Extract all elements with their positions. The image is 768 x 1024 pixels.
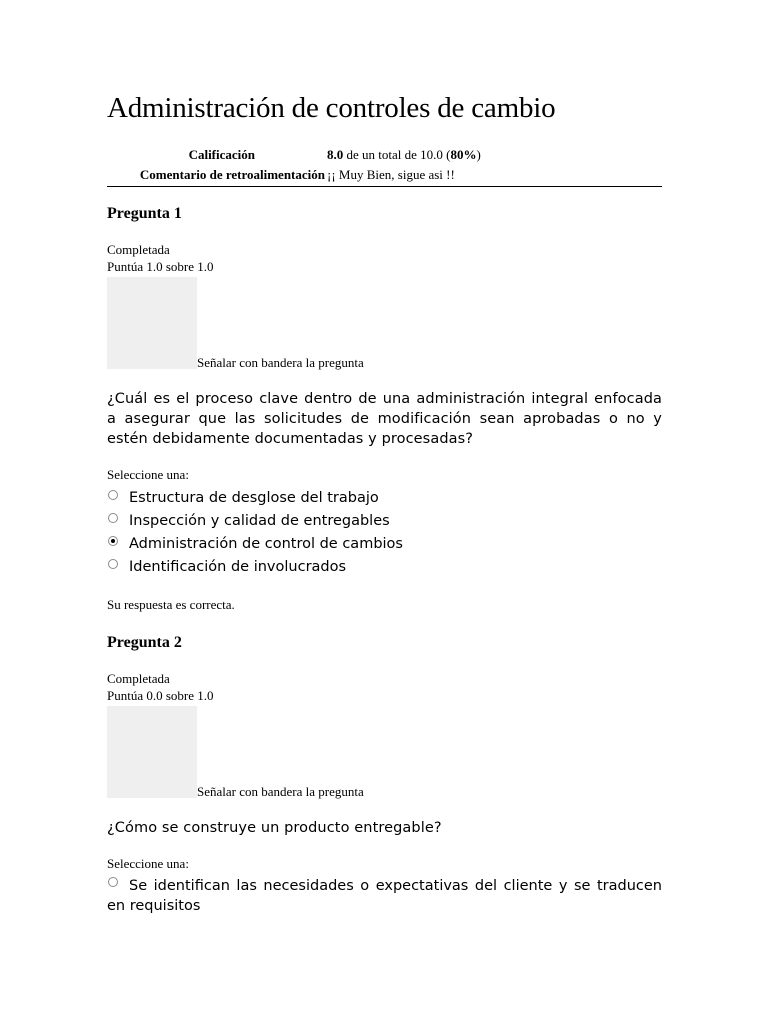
answer-list <box>107 487 662 579</box>
question-score: Puntúa 1.0 sobre 1.0 <box>107 259 214 274</box>
grade-close-paren: ) <box>476 147 481 162</box>
page-title: Administración de controles de cambio <box>107 92 556 124</box>
radio-button[interactable] <box>108 559 118 569</box>
flag-question-link[interactable]: Señalar con bandera la pregunta <box>197 784 364 799</box>
question-info-box <box>107 706 364 799</box>
grade-score: 8.0 <box>327 147 344 162</box>
grade-total-text: de un total de 10.0 ( <box>346 147 451 162</box>
question-text: ¿Cómo se construye un producto entregable? <box>107 820 442 836</box>
select-one-label: Seleccione una: <box>107 856 189 871</box>
answer-option[interactable] <box>107 487 662 510</box>
feedback-text: ¡¡ Muy Bien, sigue asi !! <box>327 167 455 182</box>
select-one-label: Seleccione una: <box>107 467 189 482</box>
answer-option[interactable] <box>107 876 662 916</box>
question-1 <box>107 205 662 613</box>
answer-label: Inspección y calidad de entregables <box>129 513 390 529</box>
question-info-box <box>107 277 364 370</box>
flag-question-link[interactable]: Señalar con bandera la pregunta <box>197 355 364 370</box>
question-state: Completada <box>107 671 170 686</box>
grade-percent: 80% <box>450 147 477 162</box>
feedback-row <box>107 165 662 185</box>
question-score: Puntúa 0.0 sobre 1.0 <box>107 688 214 703</box>
answer-label: Identificación de involucrados <box>129 559 347 575</box>
grade-summary-table <box>107 145 662 187</box>
question-status <box>107 670 662 704</box>
question-text: ¿Cuál es el proceso clave dentro de una administración integral enfocada a asegurar que las solicitudes de modificación sean aprobadas o no y estén debidamente documentadas y procesadas? <box>107 391 662 447</box>
radio-button-selected[interactable] <box>108 536 118 546</box>
answer-option-selected[interactable] <box>107 533 662 556</box>
answer-option[interactable] <box>107 510 662 533</box>
grade-value <box>327 147 481 163</box>
answer-list <box>107 876 662 916</box>
answer-feedback: Su respuesta es correcta. <box>107 597 235 612</box>
question-state: Completada <box>107 242 170 257</box>
question-title: Pregunta 2 <box>107 634 182 651</box>
answer-label: Administración de control de cambios <box>129 536 403 552</box>
radio-button[interactable] <box>108 513 118 523</box>
grade-label: Calificación <box>188 147 255 162</box>
radio-button[interactable] <box>108 490 118 500</box>
question-2 <box>107 634 662 916</box>
question-title: Pregunta 1 <box>107 205 182 222</box>
radio-button[interactable] <box>108 877 118 887</box>
question-status <box>107 241 662 275</box>
grade-row <box>107 145 662 165</box>
answer-label: Se identifican las necesidades o expectativas del cliente y se traducen en requisitos <box>107 878 662 914</box>
answer-option[interactable] <box>107 556 662 579</box>
answer-label: Estructura de desglose del trabajo <box>129 490 379 506</box>
feedback-label: Comentario de retroalimentación <box>139 167 325 182</box>
